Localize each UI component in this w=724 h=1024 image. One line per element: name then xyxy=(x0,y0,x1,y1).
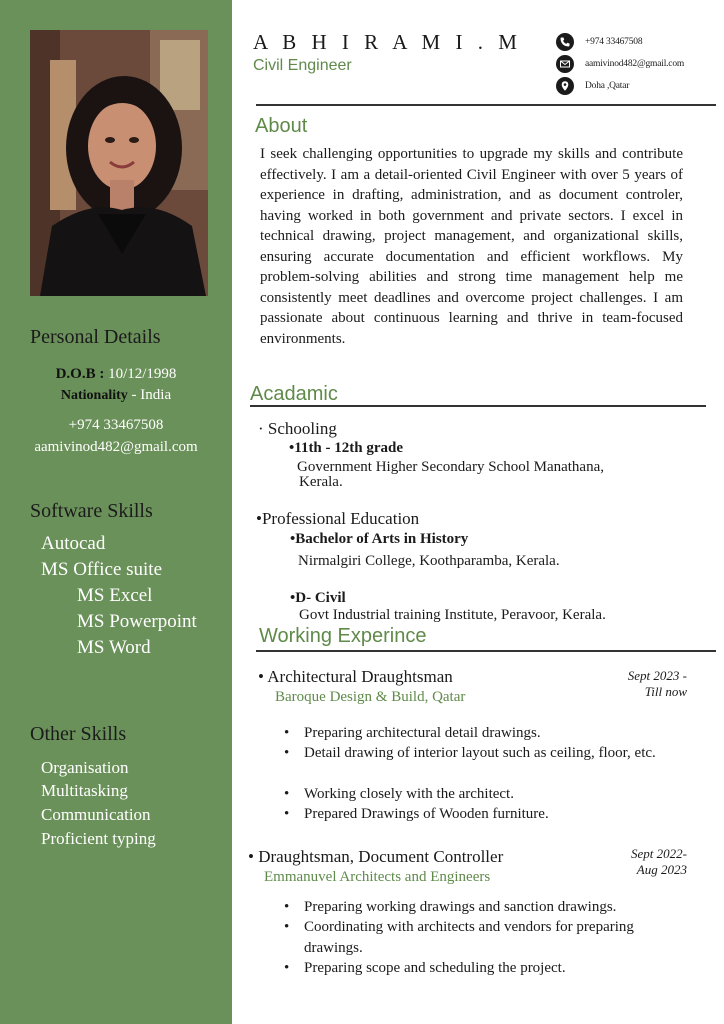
academic-divider xyxy=(250,405,706,407)
academic-heading: Acadamic xyxy=(250,383,338,405)
nationality-row xyxy=(0,387,232,404)
professional-education-label: Professional Education xyxy=(261,509,420,528)
experience-heading: Working Experince xyxy=(259,625,427,647)
other-skills-heading: Other Skills xyxy=(30,723,127,745)
email-icon xyxy=(556,55,574,73)
other-skill-item: Communication xyxy=(41,805,151,824)
header-divider xyxy=(256,104,716,106)
degree-ba-history: •Bachelor of Arts in History xyxy=(290,531,469,547)
software-skills-heading: Software Skills xyxy=(30,500,153,522)
candidate-name: A B H I R A M I . M xyxy=(253,30,522,54)
job-date-end: Aug 2023 xyxy=(636,862,687,877)
sidebar-email: aamivinod482@gmail.com xyxy=(34,439,198,455)
job-title: Civil Engineer xyxy=(253,57,352,74)
about-text: I seek challenging opportunities to upgrade my skills and contribute effectively. I am a detail-oriented Civil Engineer with over 5 years of experience in drafting, administration, and as document controler, having worked in both government and private sectors. I excel in technical drawing, project management, and organizational skills, ensuring accurate documentation and efficient workflows. My problem-solving abilities and strong time management help me consistently meet deadlines and overcome project challenges. I am passionate about continuous learning and thrive in team-focused environments. xyxy=(260,146,683,347)
contact-phone xyxy=(556,32,642,52)
about-heading: About xyxy=(255,115,308,137)
skill-ms-powerpoint: MS Powerpoint xyxy=(77,611,197,632)
skill-ms-office: MS Office suite xyxy=(41,559,163,580)
other-skill-item: Multitasking xyxy=(41,781,128,800)
profile-photo xyxy=(30,30,208,296)
sidebar-phone: +974 33467508 xyxy=(68,417,164,433)
degree-d-civil: •D- Civil xyxy=(290,590,346,606)
job-company: Baroque Design & Build, Qatar xyxy=(275,689,466,705)
contact-email xyxy=(556,54,684,74)
job-company: Emmanuvel Architects and Engineers xyxy=(264,869,491,885)
location-pin-icon xyxy=(556,77,574,95)
contact-phone-text: +974 33467508 xyxy=(585,37,643,47)
skill-ms-excel: MS Excel xyxy=(77,585,153,606)
job-role: • Architectural Draughtsman xyxy=(258,667,453,686)
sidebar xyxy=(0,0,232,1024)
job-bullet: • Preparing working drawings and sanction drawings. xyxy=(284,899,617,915)
dob-value: 10/12/1998 xyxy=(108,366,177,382)
degree-ba-institution: Nirmalgiri College, Koothparamba, Kerala. xyxy=(298,553,560,569)
job-bullet: • Working closely with the architect. xyxy=(284,786,514,802)
dob-label: D.O.B : xyxy=(55,366,105,382)
other-skill-item: Proficient typing xyxy=(41,829,156,848)
skill-ms-word: MS Word xyxy=(77,637,151,658)
phone-icon xyxy=(556,33,574,51)
job-date-start: Sept 2022- xyxy=(631,846,687,861)
job-date-start: Sept 2023 - xyxy=(627,668,687,683)
job-bullet: • Prepared Drawings of Wooden furniture. xyxy=(284,806,549,822)
schooling-grade: •11th - 12th grade xyxy=(289,440,404,456)
schooling-label: Schooling xyxy=(267,419,337,438)
job-bullet: • Coordinating with architects and vendors for preparing drawings. xyxy=(284,919,634,956)
job-bullet: • Detail drawing of interior layout such as ceiling, floor, etc. xyxy=(284,745,656,761)
job-bullet: • Preparing architectural detail drawings. xyxy=(284,725,541,741)
nationality-value: - India xyxy=(131,387,172,403)
experience-divider xyxy=(256,650,716,652)
contact-location xyxy=(556,76,629,96)
professional-education-item: •Professional Education xyxy=(256,509,420,528)
degree-d-civil-institution: Govt Industrial training Institute, Peravoor, Kerala. xyxy=(299,607,606,623)
schooling-item: · Schooling xyxy=(258,419,337,438)
schooling-school-location: Kerala. xyxy=(299,474,343,490)
job-date-end: Till now xyxy=(644,684,687,699)
other-skill-item: Organisation xyxy=(41,758,129,777)
nationality-label: Nationality xyxy=(60,388,128,403)
contact-location-text: Doha ,Qatar xyxy=(585,81,630,91)
skill-autocad: Autocad xyxy=(41,533,106,554)
contact-email-text: aamivinod482@gmail.com xyxy=(585,59,685,69)
personal-details-heading: Personal Details xyxy=(30,326,161,348)
dob-row xyxy=(0,366,232,383)
job-role: • Draughtsman, Document Controller xyxy=(248,847,504,866)
job-bullet: • Preparing scope and scheduling the project. xyxy=(284,960,566,976)
schooling-school: Government Higher Secondary School Manathana, xyxy=(297,459,604,475)
